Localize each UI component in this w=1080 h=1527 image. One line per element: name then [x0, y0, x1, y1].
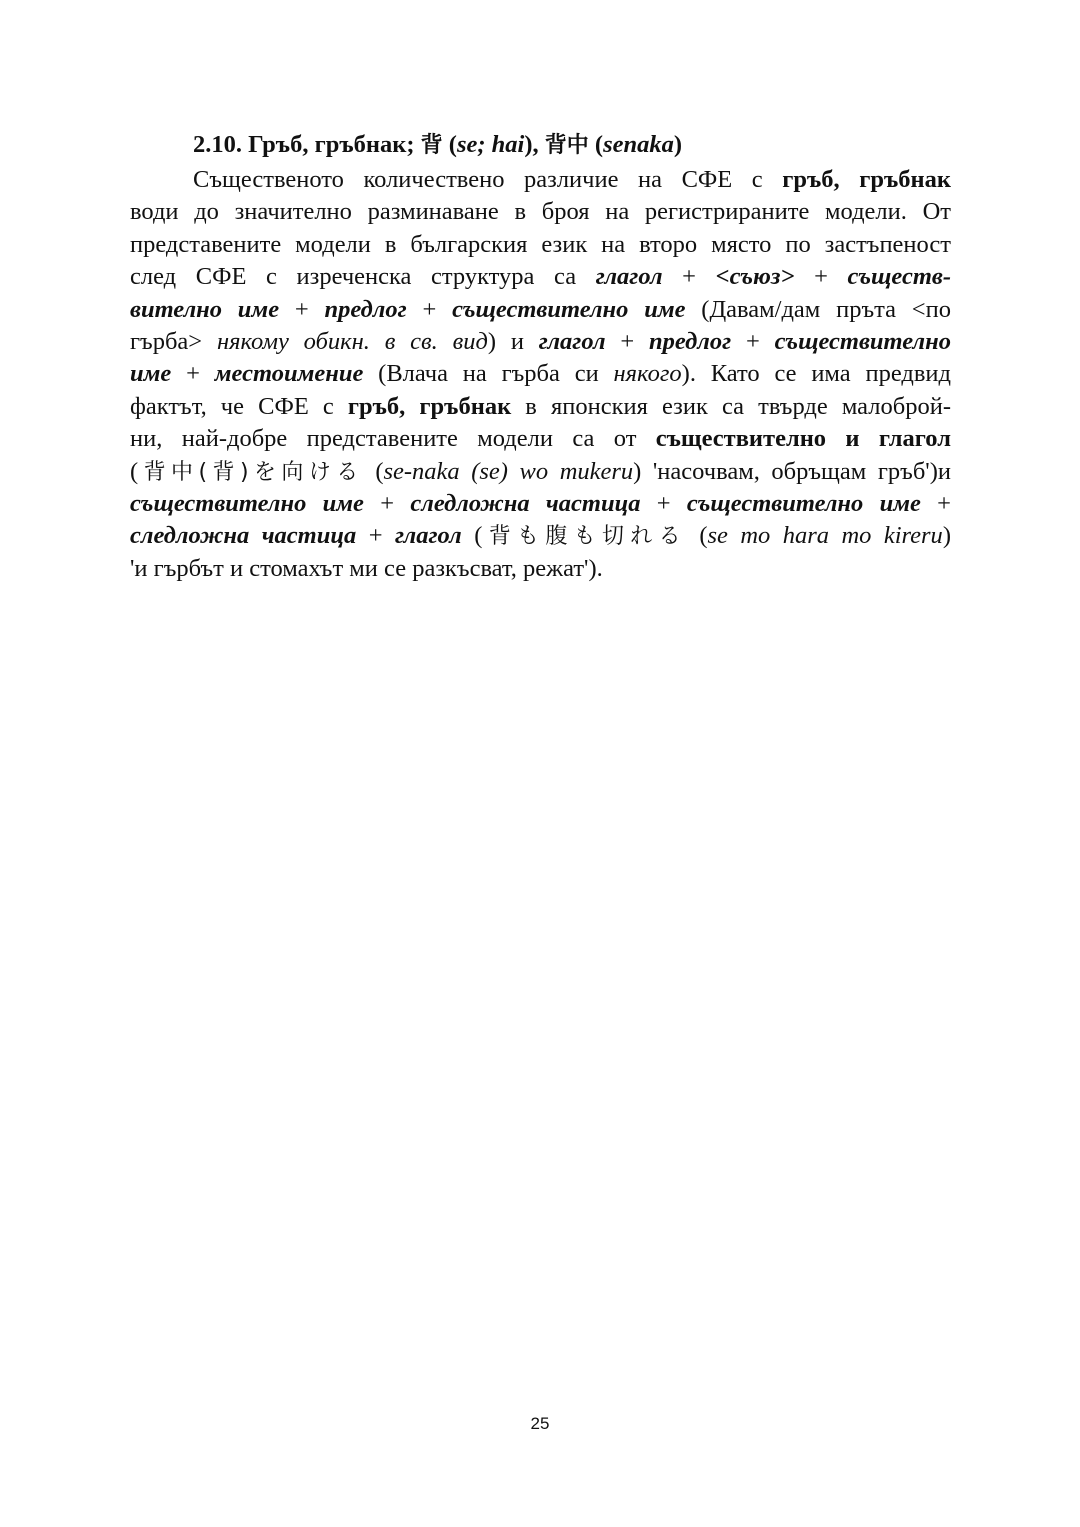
text-segment: (Давам/дам пръта <по	[685, 295, 951, 323]
text-segment: (	[461, 522, 483, 550]
bold-term: гръб, гръбнак	[347, 392, 512, 420]
japanese-expression: 背中(背)を向ける	[138, 459, 364, 485]
model-term: местоимение	[214, 360, 364, 388]
paragraph-line-2	[130, 196, 951, 228]
text-segment: 'и гърбът и стомахът ми се разкъсват, режат').	[130, 554, 603, 582]
text-segment: (Влача на гърба си	[363, 360, 614, 388]
section-heading: 2.10. Гръб, гръбнак; 背 (se; hai), 背中 (senaka)	[193, 131, 683, 158]
model-term: съществително име	[686, 489, 921, 517]
section-title: Гръб, гръбнак;	[248, 131, 415, 158]
body-paragraph	[130, 164, 951, 585]
plus-sign: +	[356, 522, 395, 550]
text-segment: (	[363, 457, 384, 485]
text-segment: ) и	[487, 327, 539, 355]
model-term: съществително име	[452, 295, 686, 323]
page-number: 25	[530, 1414, 550, 1433]
plus-sign: +	[920, 489, 951, 517]
text-segment: в японския език са твърде малоброй-	[511, 392, 951, 420]
model-term: съществ-	[847, 263, 951, 291]
japanese-kanji-senaka: 背中	[544, 133, 589, 158]
paragraph-line-12	[130, 520, 951, 552]
model-term: глагол	[394, 522, 462, 550]
text-segment: фактът, че СФЕ с	[130, 392, 348, 420]
paragraph-line-5	[130, 294, 951, 326]
model-term: предлог	[324, 295, 407, 323]
model-term: <съюз>	[715, 263, 795, 291]
section-number: 2.10.	[193, 131, 242, 158]
text-segment: ) 'насочвам, обръщам гръб')и	[633, 457, 951, 485]
italic-note: някого	[613, 360, 682, 388]
paragraph-line-10	[130, 456, 951, 488]
bold-term: гръб, гръбнак	[782, 166, 951, 193]
text-segment: Същественото количествено различие на СФЕ с	[193, 166, 783, 193]
paragraph-line-1	[130, 164, 951, 196]
plus-sign: +	[279, 295, 325, 323]
text-segment: води до значително разминаване в броя на регистрираните модели. От	[130, 198, 951, 226]
text-segment: ). Като се има предвид	[681, 360, 951, 388]
model-term: предлог	[649, 327, 732, 355]
paragraph-line-13	[130, 553, 951, 585]
text-segment: ни, най-добре представените модели са от	[130, 425, 656, 453]
paragraph-line-9	[130, 423, 951, 455]
paragraph-line-11	[130, 488, 951, 520]
plus-sign: +	[171, 360, 215, 388]
romaji-reading: se-naka (se) wo mukeru	[383, 457, 634, 485]
model-term: съществително име	[130, 489, 364, 517]
text-segment: )	[942, 522, 951, 550]
plus-sign: +	[794, 263, 848, 291]
text-segment: (	[130, 457, 139, 485]
plus-sign: +	[731, 327, 775, 355]
model-term: глагол	[595, 263, 663, 291]
paragraph-line-3	[130, 229, 951, 261]
plus-sign: +	[363, 489, 411, 517]
plus-sign: +	[406, 295, 453, 323]
model-term: глагол	[538, 327, 606, 355]
plus-sign: +	[640, 489, 687, 517]
romaji-reading: se mo hara mo kireru	[707, 522, 943, 550]
model-term: вително име	[130, 295, 280, 323]
plus-sign: +	[662, 263, 716, 291]
model-term: следложна частица	[410, 489, 641, 517]
japanese-expression: 背も腹も切れる	[482, 524, 687, 550]
text-segment: след СФЕ с изреченска структура са	[130, 263, 596, 291]
paragraph-line-6	[130, 326, 951, 358]
reading-senaka: senaka	[603, 131, 674, 158]
reading-se-hai: se; hai	[456, 131, 525, 158]
italic-note: някому обикн. в св. вид	[216, 327, 488, 355]
model-term: съществително	[774, 327, 951, 355]
text-segment: (	[686, 522, 708, 550]
paragraph-line-7	[130, 358, 951, 390]
model-term: следложна частица	[130, 522, 357, 550]
text-segment: представените модели в българския език на второ място по застъпеност	[130, 230, 951, 258]
bold-term: съществително и глагол	[655, 425, 951, 453]
model-term: име	[130, 360, 172, 388]
japanese-kanji-se: 背	[420, 133, 443, 158]
paragraph-line-8	[130, 391, 951, 423]
plus-sign: +	[605, 327, 650, 355]
text-segment: гърба>	[130, 327, 217, 355]
paragraph-line-4	[130, 261, 951, 293]
